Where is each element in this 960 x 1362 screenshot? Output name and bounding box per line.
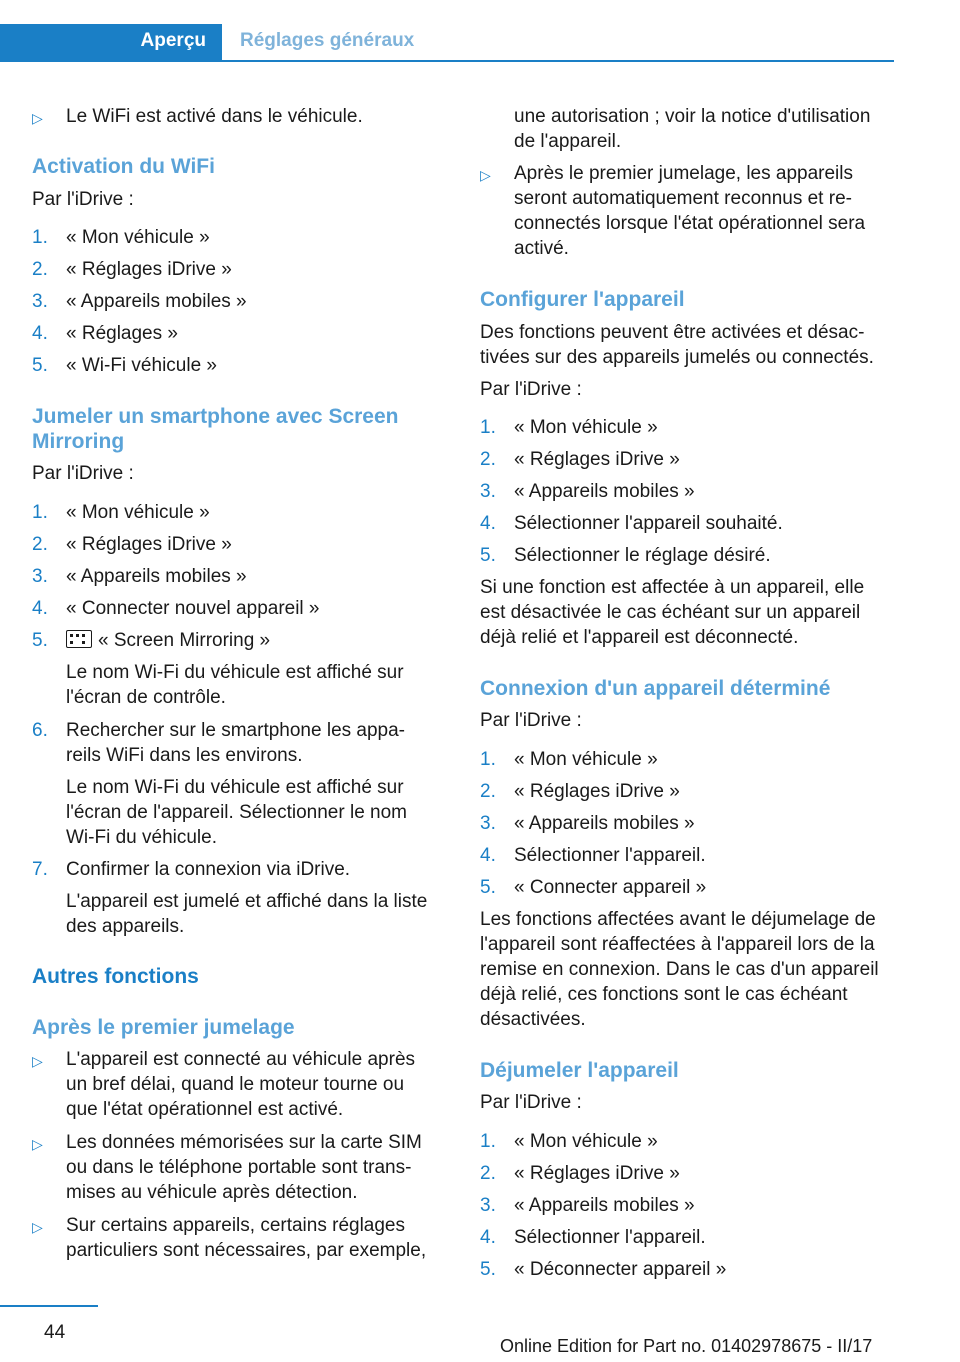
screen-mirroring-icon (66, 630, 92, 648)
paragraph: l'écran de contrôle. (66, 687, 226, 708)
footer-divider (0, 1305, 98, 1307)
paragraph: mises au véhicule après détection. (66, 1182, 358, 1203)
paragraph: déjà relié, ces fonctions sont le cas échéant (480, 984, 848, 1005)
paragraph: Le nom Wi-Fi du véhicule est affiché sur (66, 662, 404, 683)
section-title: Connexion d'un appareil déterminé (480, 677, 831, 700)
header-divider (222, 60, 894, 62)
paragraph: Par l'iDrive : (480, 1092, 582, 1113)
section-title: Après le premier jumelage (32, 1016, 295, 1039)
tab-apercu[interactable]: Aperçu (0, 24, 222, 62)
paragraph: Par l'iDrive : (32, 463, 134, 484)
triangle-bullet-icon: ▷ (32, 1053, 43, 1069)
paragraph: remise en connexion. Dans le cas d'un appareil (480, 959, 879, 980)
paragraph: Par l'iDrive : (480, 379, 582, 400)
paragraph: Les fonctions affectées avant le déjumelage de (480, 909, 876, 930)
edition-note: Online Edition for Part no. 01402978675 - II/17 (500, 1336, 873, 1356)
paragraph: une autorisation ; voir la notice d'utilisation (514, 106, 871, 127)
paragraph: tivées sur des appareils jumelés ou connectés. (480, 347, 874, 368)
section-title: Mirroring (32, 430, 125, 453)
paragraph: un bref délai, quand le moteur tourne ou (66, 1074, 405, 1095)
paragraph: activé. (514, 238, 569, 259)
paragraph: Le nom Wi-Fi du véhicule est affiché sur (66, 777, 404, 798)
paragraph: Des fonctions peuvent être activées et désac‐ (480, 322, 865, 343)
page-number: 44 (44, 1322, 66, 1343)
paragraph: connectés lorsque l'état opérationnel sera (514, 213, 866, 234)
section-title: Jumeler un smartphone avec Screen (32, 405, 399, 428)
paragraph: l'appareil sont réaffectées à l'appareil lors de la (480, 934, 875, 955)
triangle-bullet-icon: ▷ (32, 110, 43, 126)
paragraph: est désactivée le cas échéant sur un appareil (480, 602, 861, 623)
paragraph: Par l'iDrive : (480, 710, 582, 731)
paragraph: Par l'iDrive : (32, 189, 134, 210)
triangle-bullet-icon: ▷ (480, 167, 491, 183)
paragraph: seront automatiquement reconnus et re‐ (514, 188, 852, 209)
paragraph: L'appareil est jumelé et affiché dans la liste (66, 891, 428, 912)
paragraph: de l'appareil. (514, 131, 622, 152)
paragraph: que l'état opérationnel est activé. (66, 1099, 344, 1120)
paragraph: des appareils. (66, 916, 185, 937)
paragraph: reils WiFi dans les environs. (66, 745, 303, 766)
paragraph: Wi-Fi du véhicule. (66, 827, 217, 848)
section-title: Activation du WiFi (32, 155, 215, 178)
section-title: Autres fonctions (32, 965, 199, 988)
paragraph: Si une fonction est affectée à un appareil, elle (480, 577, 865, 598)
paragraph: désactivées. (480, 1009, 586, 1030)
triangle-bullet-icon: ▷ (32, 1136, 43, 1152)
paragraph: l'écran de l'appareil. Sélectionner le nom (66, 802, 408, 823)
page-header (0, 0, 960, 62)
paragraph: particuliers sont nécessaires, par exemple, (66, 1240, 427, 1261)
tab-reglages-generaux[interactable]: Réglages généraux (222, 24, 894, 62)
paragraph: déjà relié et l'appareil est déconnecté. (480, 627, 799, 648)
paragraph: ou dans le téléphone portable sont trans‐ (66, 1157, 412, 1178)
section-title: Déjumeler l'appareil (480, 1059, 679, 1082)
section-title: Configurer l'appareil (480, 288, 685, 311)
triangle-bullet-icon: ▷ (32, 1219, 43, 1235)
